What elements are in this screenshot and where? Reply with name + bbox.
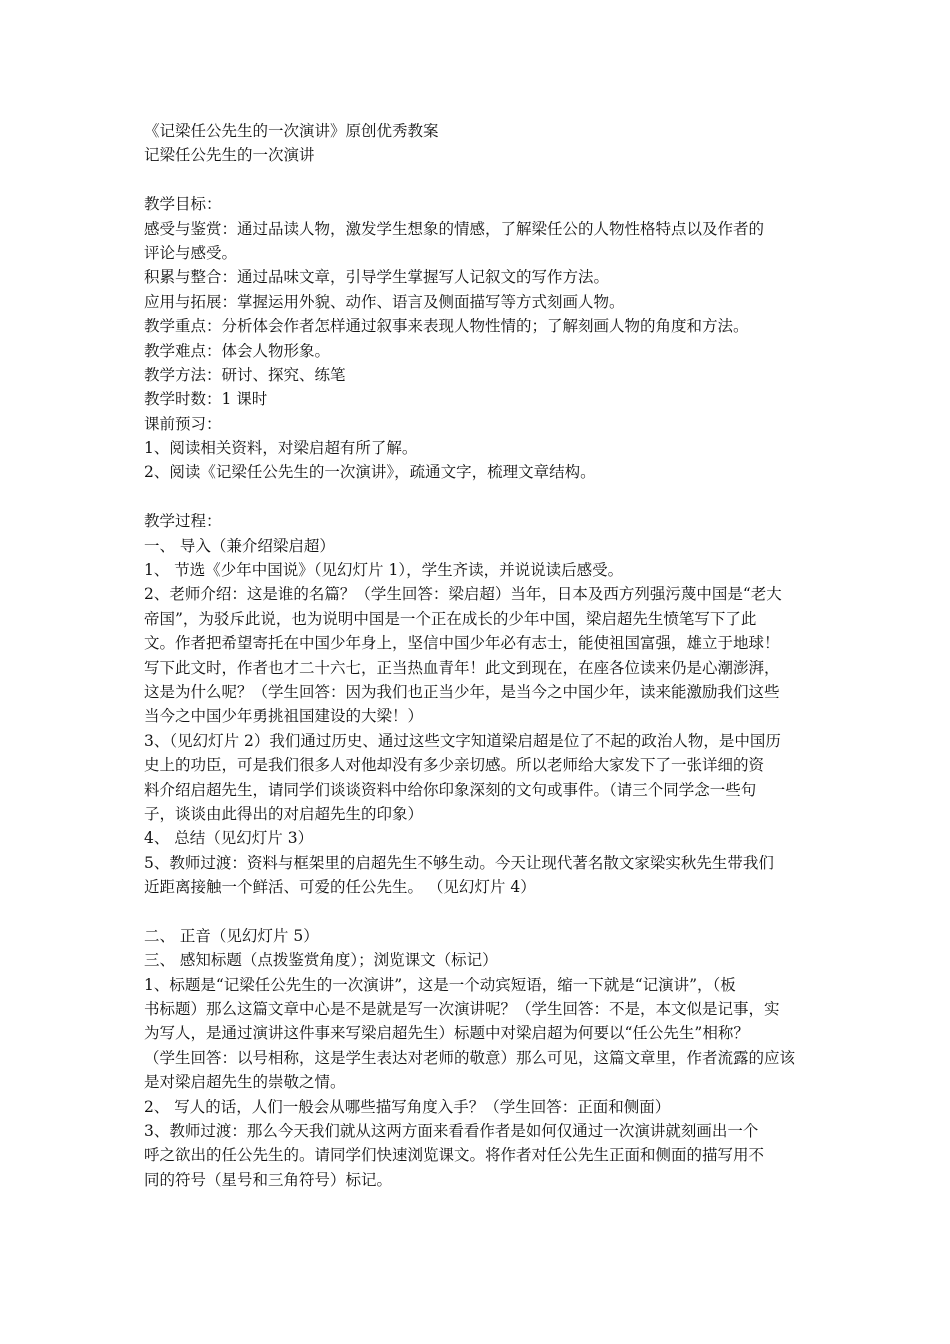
blank-line <box>144 485 810 509</box>
paragraph-line: 3、教师过渡：那么今天我们就从这两方面来看看作者是如何仅通过一次演讲就刻画出一个 <box>144 1122 759 1141</box>
paragraph-line: 1、标题是“记梁任公先生的一次演讲”，这是一个动宾短语，缩一下就是“记演讲”，（板 <box>144 975 736 994</box>
section-heading: 一、 导入（兼介绍梁启超） <box>144 536 335 555</box>
paragraph-line: 5、教师过渡：资料与框架里的启超先生不够生动。今天让现代著名散文家梁实秋先生带我们 <box>144 853 774 872</box>
paragraph-line: 呼之欲出的任公先生的。请同学们快速浏览课文。将作者对任公先生正面和侧面的描写用不 <box>144 1146 765 1165</box>
preview-item: 1、阅读相关资料，对梁启超有所了解。 <box>144 439 418 458</box>
paragraph-line: 是对梁启超先生的崇敬之情。 <box>144 1073 346 1092</box>
paragraph-line: 帝国”，为驳斥此说，也为说明中国是一个正在成长的少年中国，梁启超先生愤笔写下了此 <box>144 609 757 628</box>
paragraph-line: 近距离接触一个鲜活、可爱的任公先生。 （见幻灯片 4） <box>144 878 536 897</box>
paragraph-line: 这是为什么呢？（学生回答：因为我们也正当少年，是当今之中国少年，读来能激励我们这些 <box>144 682 780 701</box>
section-heading: 二、 正音（见幻灯片 5） <box>144 926 319 945</box>
paragraph-line: 1、 节选《少年中国说》（见幻灯片 1），学生齐读，并说说读后感受。 <box>144 561 624 580</box>
paragraph-line: 子，谈谈由此得出的对启超先生的印象） <box>144 804 424 823</box>
blank-line <box>144 168 810 192</box>
difficulty-line: 教学难点：体会人物形象。 <box>144 341 331 360</box>
paragraph-line: （学生回答：以号相称，这是学生表达对老师的敬意）那么可见，这篇文章里，作者流露的应该 <box>144 1048 796 1067</box>
process-heading: 教学过程： <box>144 512 222 531</box>
objective-line: 应用与拓展：掌握运用外貌、动作、语言及侧面描写等方式刻画人物。 <box>144 292 625 311</box>
key-point-line: 教学重点：分析体会作者怎样通过叙事来表现人物性情的；了解刻画人物的角度和方法。 <box>144 317 749 336</box>
paragraph-line: 4、 总结（见幻灯片 3） <box>144 829 314 848</box>
paragraph-line: 料介绍启超先生，请同学们谈谈资料中给你印象深刻的文句或事件。（请三个同学念一些句 <box>144 780 757 799</box>
paragraph-line: 文。作者把希望寄托在中国少年身上，坚信中国少年必有志士，能使祖国富强，雄立于地球！ <box>144 634 780 653</box>
paragraph-line: 为写人，是通过演讲这件事来写梁启超先生）标题中对梁启超为何要以“任公先生”相称？ <box>144 1024 749 1043</box>
paragraph-line: 史上的功臣，可是我们很多人对他却没有多少亲切感。所以老师给大家发下了一张详细的资 <box>144 756 765 775</box>
document-title: 《记梁任公先生的一次演讲》原创优秀教案 <box>144 122 439 140</box>
preview-item: 2、阅读《记梁任公先生的一次演讲》，疏通文字，梳理文章结构。 <box>144 463 596 482</box>
section-heading: 三、 感知标题（点拨鉴赏角度）；浏览课文（标记） <box>144 951 498 970</box>
hours-line: 教学时数：1 课时 <box>144 390 268 409</box>
paragraph-line: 当今之中国少年勇挑祖国建设的大梁！） <box>144 707 424 726</box>
method-line: 教学方法：研讨、探究、练笔 <box>144 365 346 384</box>
paragraph-line: 2、 写人的话，人们一般会从哪些描写角度入手？（学生回答：正面和侧面） <box>144 1097 671 1116</box>
preview-heading: 课前预习： <box>144 414 222 433</box>
document-subtitle: 记梁任公先生的一次演讲 <box>144 146 315 165</box>
objective-line: 评论与感受。 <box>144 243 238 262</box>
document-page <box>144 119 810 1192</box>
paragraph-line: 书标题）那么这篇文章中心是不是就是写一次演讲呢？（学生回答：不是，本文似是记事，实 <box>144 1000 780 1019</box>
paragraph-line: 同的符号（星号和三角符号）标记。 <box>144 1170 393 1189</box>
paragraph-line: 写下此文时，作者也才二十六七，正当热血青年！此文到现在，在座各位读来仍是心潮澎湃， <box>144 658 780 677</box>
objective-line: 感受与鉴赏：通过品读人物，激发学生想象的情感，了解梁任公的人物性格特点以及作者的 <box>144 219 765 238</box>
blank-line <box>144 900 810 924</box>
paragraph-line: 3、（见幻灯片 2）我们通过历史、通过这些文字知道梁启超是位了不起的政治人物，是中国历 <box>144 731 781 750</box>
objective-line: 积累与整合：通过品味文章，引导学生掌握写人记叙文的写作方法。 <box>144 268 610 287</box>
objectives-heading: 教学目标： <box>144 195 222 214</box>
paragraph-line: 2、老师介绍：这是谁的名篇？（学生回答：梁启超）当年，日本及西方列强污蔑中国是“老大 <box>144 585 782 604</box>
